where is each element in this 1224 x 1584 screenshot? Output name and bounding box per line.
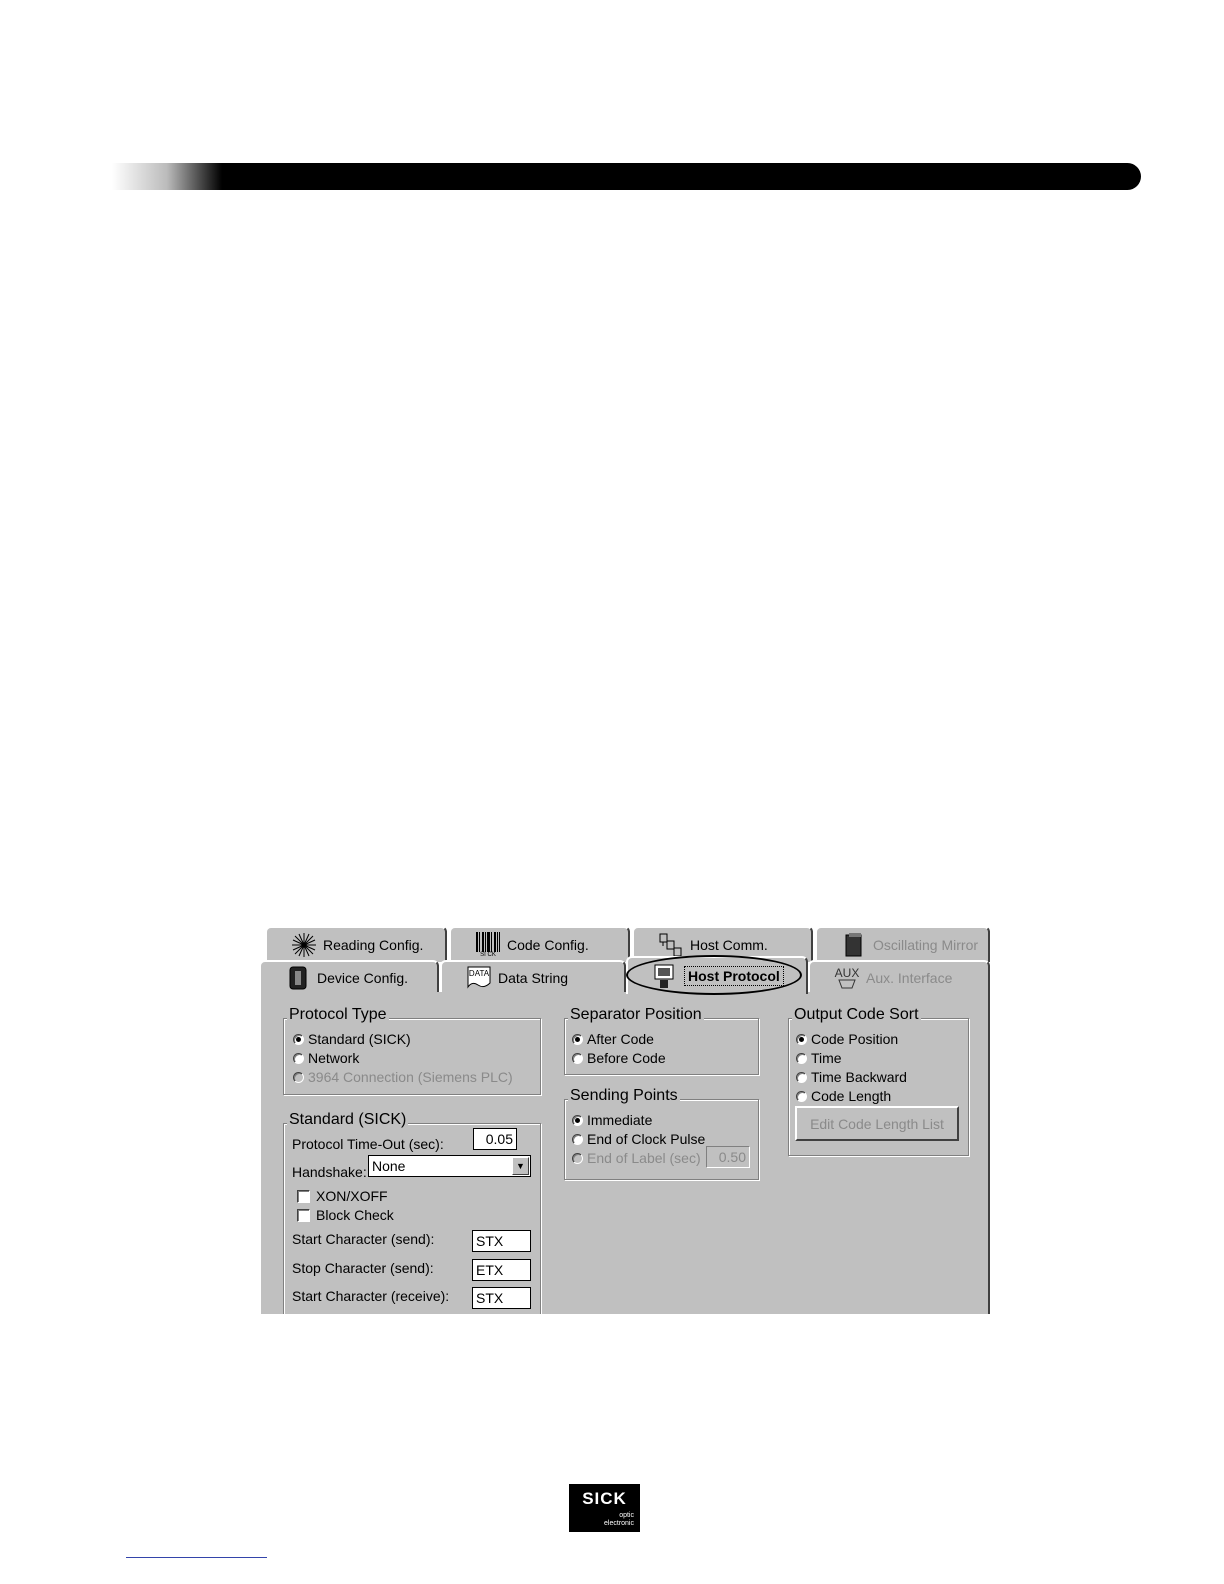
radio-indicator[interactable] — [572, 1115, 583, 1126]
sick-logo — [569, 1484, 640, 1532]
edit-code-length-list-button[interactable]: Edit Code Length List — [795, 1106, 959, 1141]
host-comm-icon — [658, 932, 684, 958]
barcode-icon — [475, 932, 501, 958]
data-icon-text: DATA — [468, 969, 490, 978]
standard-sick-group — [283, 1111, 541, 1314]
radio-label: Time Backward — [811, 1069, 907, 1085]
device-icon — [285, 965, 311, 991]
radio-indicator[interactable] — [572, 1034, 583, 1045]
start-receive-field[interactable]: STX — [472, 1287, 531, 1309]
radio-code-position[interactable] — [796, 1031, 898, 1047]
radio-immediate[interactable] — [572, 1112, 652, 1128]
radio-indicator[interactable] — [796, 1053, 807, 1064]
radio-label: Code Position — [811, 1031, 899, 1047]
radio-label: Standard (SICK) — [308, 1031, 411, 1047]
radio-network[interactable] — [293, 1050, 359, 1066]
end-of-label-field[interactable]: 0.50 — [706, 1146, 750, 1168]
settings-dialog — [259, 924, 990, 1314]
tab-host-protocol[interactable] — [626, 956, 808, 994]
radio-label: After Code — [587, 1031, 654, 1047]
radio-indicator[interactable] — [572, 1053, 583, 1064]
radio-end-of-label[interactable] — [572, 1150, 701, 1166]
radio-after-code[interactable] — [572, 1031, 654, 1047]
group-title: Standard (SICK) — [289, 1111, 407, 1128]
tab-label: Host Comm. — [690, 937, 768, 953]
radio-indicator[interactable] — [293, 1053, 304, 1064]
protocol-type-group — [283, 1006, 541, 1095]
data-string-icon — [466, 965, 492, 991]
tab-reading-config[interactable] — [265, 926, 447, 962]
dropdown-arrow-icon[interactable]: ▼ — [512, 1157, 529, 1175]
radio-indicator[interactable] — [796, 1034, 807, 1045]
radio-indicator[interactable] — [796, 1091, 807, 1102]
stop-send-label: Stop Character (send): — [292, 1260, 434, 1276]
radio-label: Immediate — [587, 1112, 653, 1128]
radio-before-code[interactable] — [572, 1050, 666, 1066]
tab-device-config[interactable] — [259, 960, 439, 994]
section-header-bar — [112, 163, 1141, 190]
barcode-icon-text: SI CK — [480, 952, 496, 958]
timeout-label: Protocol Time-Out (sec): — [292, 1136, 444, 1152]
radio-end-of-clock-pulse[interactable] — [572, 1131, 705, 1147]
checkbox-label: Block Check — [316, 1207, 394, 1223]
radio-label: Before Code — [587, 1050, 666, 1066]
tab-label: Code Config. — [507, 937, 589, 953]
radio-label: End of Clock Pulse — [587, 1131, 706, 1147]
tab-label: Reading Config. — [323, 937, 424, 953]
tab-label: Data String — [498, 970, 569, 986]
radio-label: Time — [811, 1050, 842, 1066]
radio-label: End of Label (sec) — [587, 1150, 701, 1166]
logo-line2: electronic — [604, 1520, 634, 1527]
stop-send-field[interactable]: ETX — [472, 1259, 531, 1281]
aux-icon-text: AUX — [834, 966, 860, 980]
tab-oscillating-mirror[interactable] — [815, 926, 990, 962]
radio-time-backward[interactable] — [796, 1069, 907, 1085]
checkbox-box[interactable] — [297, 1190, 310, 1203]
radio-label: 3964 Connection (Siemens PLC) — [308, 1069, 513, 1085]
handshake-select[interactable] — [368, 1155, 531, 1177]
radio-label: Code Length — [811, 1088, 892, 1104]
timeout-field[interactable]: 0.05 — [473, 1128, 517, 1150]
tab-code-config[interactable] — [449, 926, 630, 962]
checkbox-label: XON/XOFF — [316, 1188, 388, 1204]
checkbox-box[interactable] — [297, 1209, 310, 1222]
group-title: Protocol Type — [289, 1006, 387, 1023]
tab-content — [259, 992, 990, 1314]
checkbox-xon-xoff[interactable] — [297, 1188, 388, 1204]
tab-label: Aux. Interface — [866, 970, 953, 986]
radio-3964-connection[interactable] — [293, 1069, 513, 1085]
radio-indicator[interactable] — [293, 1072, 304, 1083]
radio-indicator[interactable] — [796, 1072, 807, 1083]
group-title: Output Code Sort — [794, 1006, 919, 1023]
tab-label: Oscillating Mirror — [873, 937, 979, 953]
checkbox-block-check[interactable] — [297, 1207, 394, 1223]
radio-label: Network — [308, 1050, 360, 1066]
output-code-sort-group — [788, 1006, 969, 1156]
radio-indicator[interactable] — [572, 1134, 583, 1145]
start-send-label: Start Character (send): — [292, 1231, 435, 1247]
radio-indicator[interactable] — [293, 1034, 304, 1045]
group-title: Sending Points — [570, 1087, 678, 1104]
mirror-icon — [841, 932, 867, 958]
radio-indicator[interactable] — [572, 1153, 583, 1164]
tab-label: Device Config. — [317, 970, 409, 986]
aux-icon — [834, 965, 860, 991]
burst-icon — [291, 932, 317, 958]
sending-points-group — [564, 1087, 759, 1180]
logo-brand: SICK — [582, 1489, 627, 1508]
tab-label: Host Protocol — [684, 966, 784, 986]
radio-code-length[interactable] — [796, 1088, 891, 1104]
handshake-label: Handshake: — [292, 1164, 367, 1180]
radio-time[interactable] — [796, 1050, 842, 1066]
separator-position-group — [564, 1006, 759, 1075]
host-protocol-icon — [652, 963, 678, 989]
radio-standard-sick[interactable] — [293, 1031, 411, 1047]
start-send-field[interactable]: STX — [472, 1230, 531, 1252]
start-receive-label: Start Character (receive): — [292, 1288, 450, 1304]
logo-subtitle — [569, 1512, 640, 1528]
footer-line — [126, 1557, 267, 1558]
group-title: Separator Position — [570, 1006, 702, 1023]
tab-data-string[interactable] — [440, 960, 626, 994]
tab-aux-interface[interactable] — [808, 960, 990, 994]
handshake-value: None — [372, 1158, 406, 1174]
logo-line1: optic — [619, 1512, 634, 1519]
